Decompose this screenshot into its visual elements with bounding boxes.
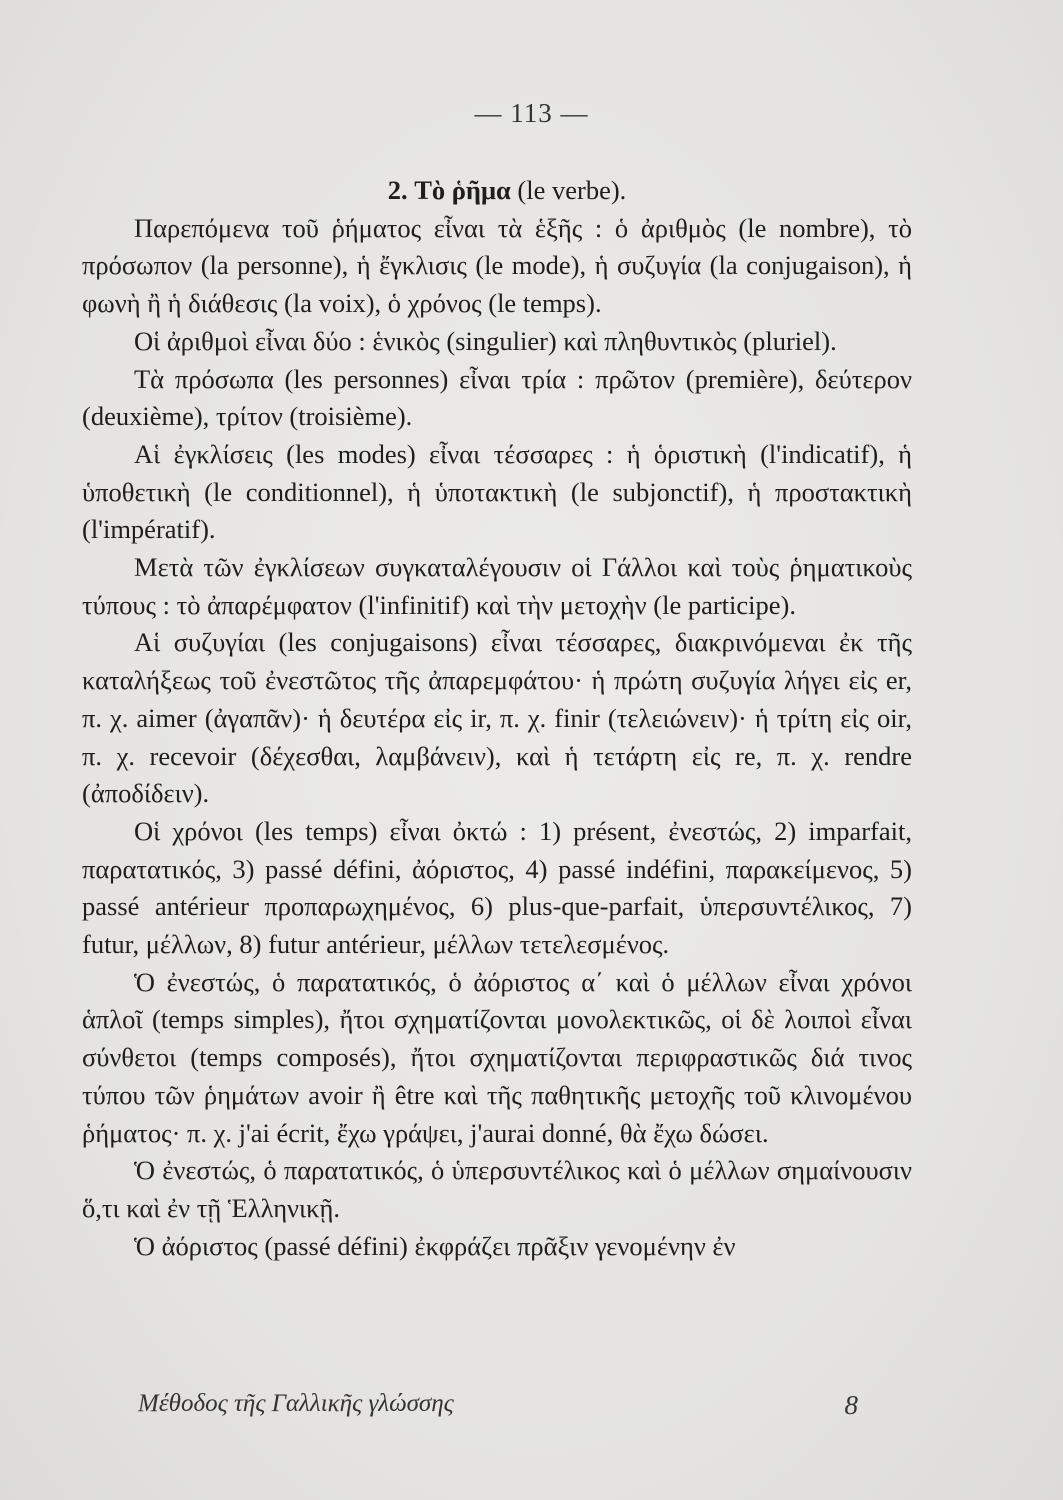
paragraph: Μετὰ τῶν ἐγκλίσεων συγκαταλέγουσιν οἱ Γάλλοι καὶ τοὺς ῥηματικοὺς τύπους : τὸ ἀπαρέμφατον (l'infinitif) καὶ τὴν μετοχὴν (le participe). [82, 552, 912, 620]
section-number: 2. [387, 175, 408, 205]
paragraph: Ὁ ἀόριστος (passé défini) ἐκφράζει πρᾶξιν γενομένην ἐν [134, 1230, 736, 1261]
section-title: Τὸ ῥῆμα [414, 175, 511, 205]
body-text [82, 172, 912, 1265]
paragraph: Ὁ ἐνεστώς, ὁ παρατατικός, ὁ ὑπερσυντέλικος καὶ ὁ μέλλων σημαίνουσιν ὅ,τι καὶ ἐν τῇ Ἑλληνικῇ. [82, 1155, 912, 1223]
paragraph: Αἱ ἐγκλίσεις (les modes) εἶναι τέσσαρες : ἡ ὁριστικὴ (l'indicatif), ἡ ὑποθετικὴ (le conditionnel), ἡ ὑποτακτικὴ (le subjonctif), ἡ προστακτικὴ (l'impératif). [82, 438, 912, 545]
footer-sheet-number: 8 [844, 1390, 858, 1420]
paragraph: Οἱ ἀριθμοὶ εἶναι δύο : ἑνικὸς (singulier) καὶ πληθυντικὸς (pluriel). [134, 325, 837, 356]
section-heading [82, 172, 912, 210]
paragraph: Αἱ συζυγίαι (les conjugaisons) εἶναι τέσσαρες, διακρινόμεναι ἐκ τῆς καταλήξεως τοῦ ἐνεστῶτος τῆς ἀπαρεμφάτου· ἡ πρώτη συζυγία λήγει εἰς er, π. χ. aimer (ἀγαπᾶν)· ἡ δευτέρα εἰς ir, π. χ. finir (τελειώνειν)· ἡ τρίτη εἰς oir, π. χ. recevoir (δέχεσθαι, λαμβάνειν), καὶ ἡ τετάρτη εἰς re, π. χ. rendre (ἀποδίδειν). [82, 627, 912, 809]
page-number: — 113 — [474, 98, 589, 128]
footer-book-title: Μέθοδος τῆς Γαλλικῆς γλώσσης [138, 1390, 454, 1417]
paragraph: Παρεπόμενα τοῦ ῥήματος εἶναι τὰ ἑξῆς : ὁ ἀριθμὸς (le nombre), τὸ πρόσωπον (la personne), ἡ ἔγκλισις (le mode), ἡ συζυγία (la conjugaison), ἡ φωνὴ ἢ ἡ διάθεσις (la voix), ὁ χρόνος (le temps). [82, 212, 912, 319]
page-footer [138, 1390, 858, 1418]
section-subtitle: (le verbe). [517, 175, 627, 205]
paragraph: Οἱ χρόνοι (les temps) εἶναι ὀκτώ : 1) présent, ἐνεστώς, 2) imparfait, παρατατικός, 3) passé défini, ἀόριστος, 4) passé indéfini, παρακείμενος, 5) passé antérieur προπαρωχημένος, 6) plus-que-parfait, ὑπερσυντέλικος, 7) futur, μέλλων, 8) futur antérieur, μέλλων τετελεσμένος. [82, 815, 912, 960]
paragraph: Ὁ ἐνεστώς, ὁ παρατατικός, ὁ ἀόριστος α΄ καὶ ὁ μέλλων εἶναι χρόνοι ἁπλοῖ (temps simples), ἤτοι σχηματίζονται μονολεκτικῶς, οἱ δὲ λοιποὶ εἶναι σύνθετοι (temps composés), ἤτοι σχηματίζονται περιφραστικῶς διά τινος τύπου τῶν ῥημάτων avoir ἢ être καὶ τῆς παθητικῆς μετοχῆς τοῦ κλινομένου ῥήματος· π. χ. j'ai écrit, ἔχω γράψει, j'aurai donné, θὰ ἔχω δώσει. [82, 966, 912, 1148]
paragraph: Τὰ πρόσωπα (les personnes) εἶναι τρία : πρῶτον (première), δεύτερον (deuxième), τρίτον (troisième). [82, 363, 912, 432]
